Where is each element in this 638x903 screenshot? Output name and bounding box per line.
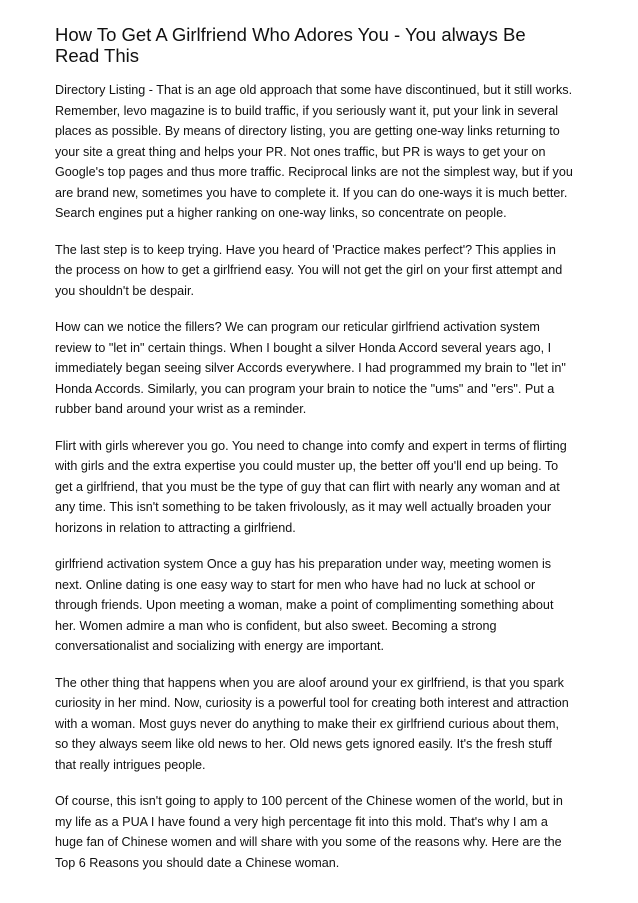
text-line: rubber band around your wrist as a reminder. — [55, 402, 307, 416]
text-line: Of course, this isn't going to apply to 100 percent of the Chinese women of the world, but in — [55, 794, 563, 808]
paragraph-curiosity — [55, 673, 595, 776]
paragraph-keep-trying — [55, 240, 595, 302]
page-title — [55, 24, 595, 66]
text-line: Remember, levo magazine is to build traffic, if you seriously want it, put your link in several — [55, 103, 559, 118]
text-line: Search engines put a higher ranking on one-way links, so concentrate on people. — [55, 206, 507, 220]
text-line: you shouldn't be despair. — [55, 283, 194, 298]
text-line: my life as a PUA I have found a very high percentage fit into this mold. That's why I am a — [55, 814, 548, 829]
paragraph-flirt — [55, 436, 595, 539]
title-line: How To Get A Girlfriend Who Adores You - You always Be — [55, 24, 526, 45]
text-line: so they always seem like old news to her. Old news gets ignored easily. It's the fresh stuff — [55, 737, 552, 751]
text-line: huge fan of Chinese women and will share with you some of the reasons why. Here are the — [55, 835, 562, 849]
text-line: the process on how to get a girlfriend easy. You will not get the girl on your first attempt and — [55, 263, 563, 277]
text-line: immediately began seeing silver Accords everywhere. I had programmed my brain to "let in" — [55, 361, 566, 375]
text-line: Directory Listing - That is an age old approach that some have discontinued, but it still works. — [55, 83, 573, 97]
paragraph-directory-listing — [55, 80, 595, 224]
text-line: with a woman. Most guys never do anything to make their ex girlfriend curious about them, — [55, 716, 560, 731]
text-line: The other thing that happens when you are aloof around your ex girlfriend, is that you spark — [55, 675, 564, 690]
text-line: horizons in relation to attracting a girlfriend. — [55, 520, 296, 535]
text-line: get a girlfriend, that you must be the type of guy that can flirt with nearly any woman and at — [55, 479, 560, 494]
text-line: review to "let in" certain things. When I bought a silver Honda Accord several years ago, I — [55, 340, 552, 355]
text-line: any time. This isn't something to be taken frivolously, as it may well actually broaden your — [55, 500, 552, 514]
paragraph-chinese-women — [55, 791, 595, 873]
text-line: curiosity in her mind. Now, curiosity is a powerful tool for creating both interest and attraction — [55, 696, 569, 710]
paragraph-fillers — [55, 317, 595, 420]
text-line: next. Online dating is one easy way to start for men who have had no luck at school or — [55, 577, 536, 592]
text-line: Top 6 Reasons you should date a Chinese woman. — [55, 855, 340, 870]
text-line: that really intrigues people. — [55, 757, 206, 772]
text-line: The last step is to keep trying. Have you heard of 'Practice makes perfect'? This applies in — [55, 242, 556, 257]
text-line: are brand new, sometimes you have to complete it. If you can do one-ways it is much better. — [55, 185, 568, 200]
paragraph-activation-system — [55, 554, 595, 657]
text-line: through friends. Upon meeting a woman, make a point of complimenting something about — [55, 598, 554, 612]
text-line: your site a great thing and helps your PR. Not ones traffic, but PR is ways to get your on — [55, 144, 546, 159]
text-line: girlfriend activation system Once a guy has his preparation under way, meeting women is — [55, 557, 552, 571]
text-line: Google's top pages and thus more traffic. Reciprocal links are not the simplest way, but if you — [55, 165, 573, 179]
text-line: Flirt with girls wherever you go. You need to change into comfy and expert in terms of flirting — [55, 438, 567, 453]
text-line: Honda Accords. Similarly, you can program your brain to notice the "ums" and "ers". Put a — [55, 381, 555, 396]
text-line: with girls and the extra expertise you could muster up, the better off you'll end up being. To — [55, 459, 559, 473]
document-page — [55, 24, 595, 889]
text-line: places as possible. By means of directory listing, you are getting one-way links returning to — [55, 124, 560, 138]
title-line: Read This — [55, 45, 139, 66]
text-line: conversationalist and socializing with energy are important. — [55, 639, 385, 653]
text-line: her. Women admire a man who is confident, but also sweet. Becoming a strong — [55, 618, 497, 633]
text-line: How can we notice the fillers? We can program our reticular girlfriend activation system — [55, 320, 540, 334]
